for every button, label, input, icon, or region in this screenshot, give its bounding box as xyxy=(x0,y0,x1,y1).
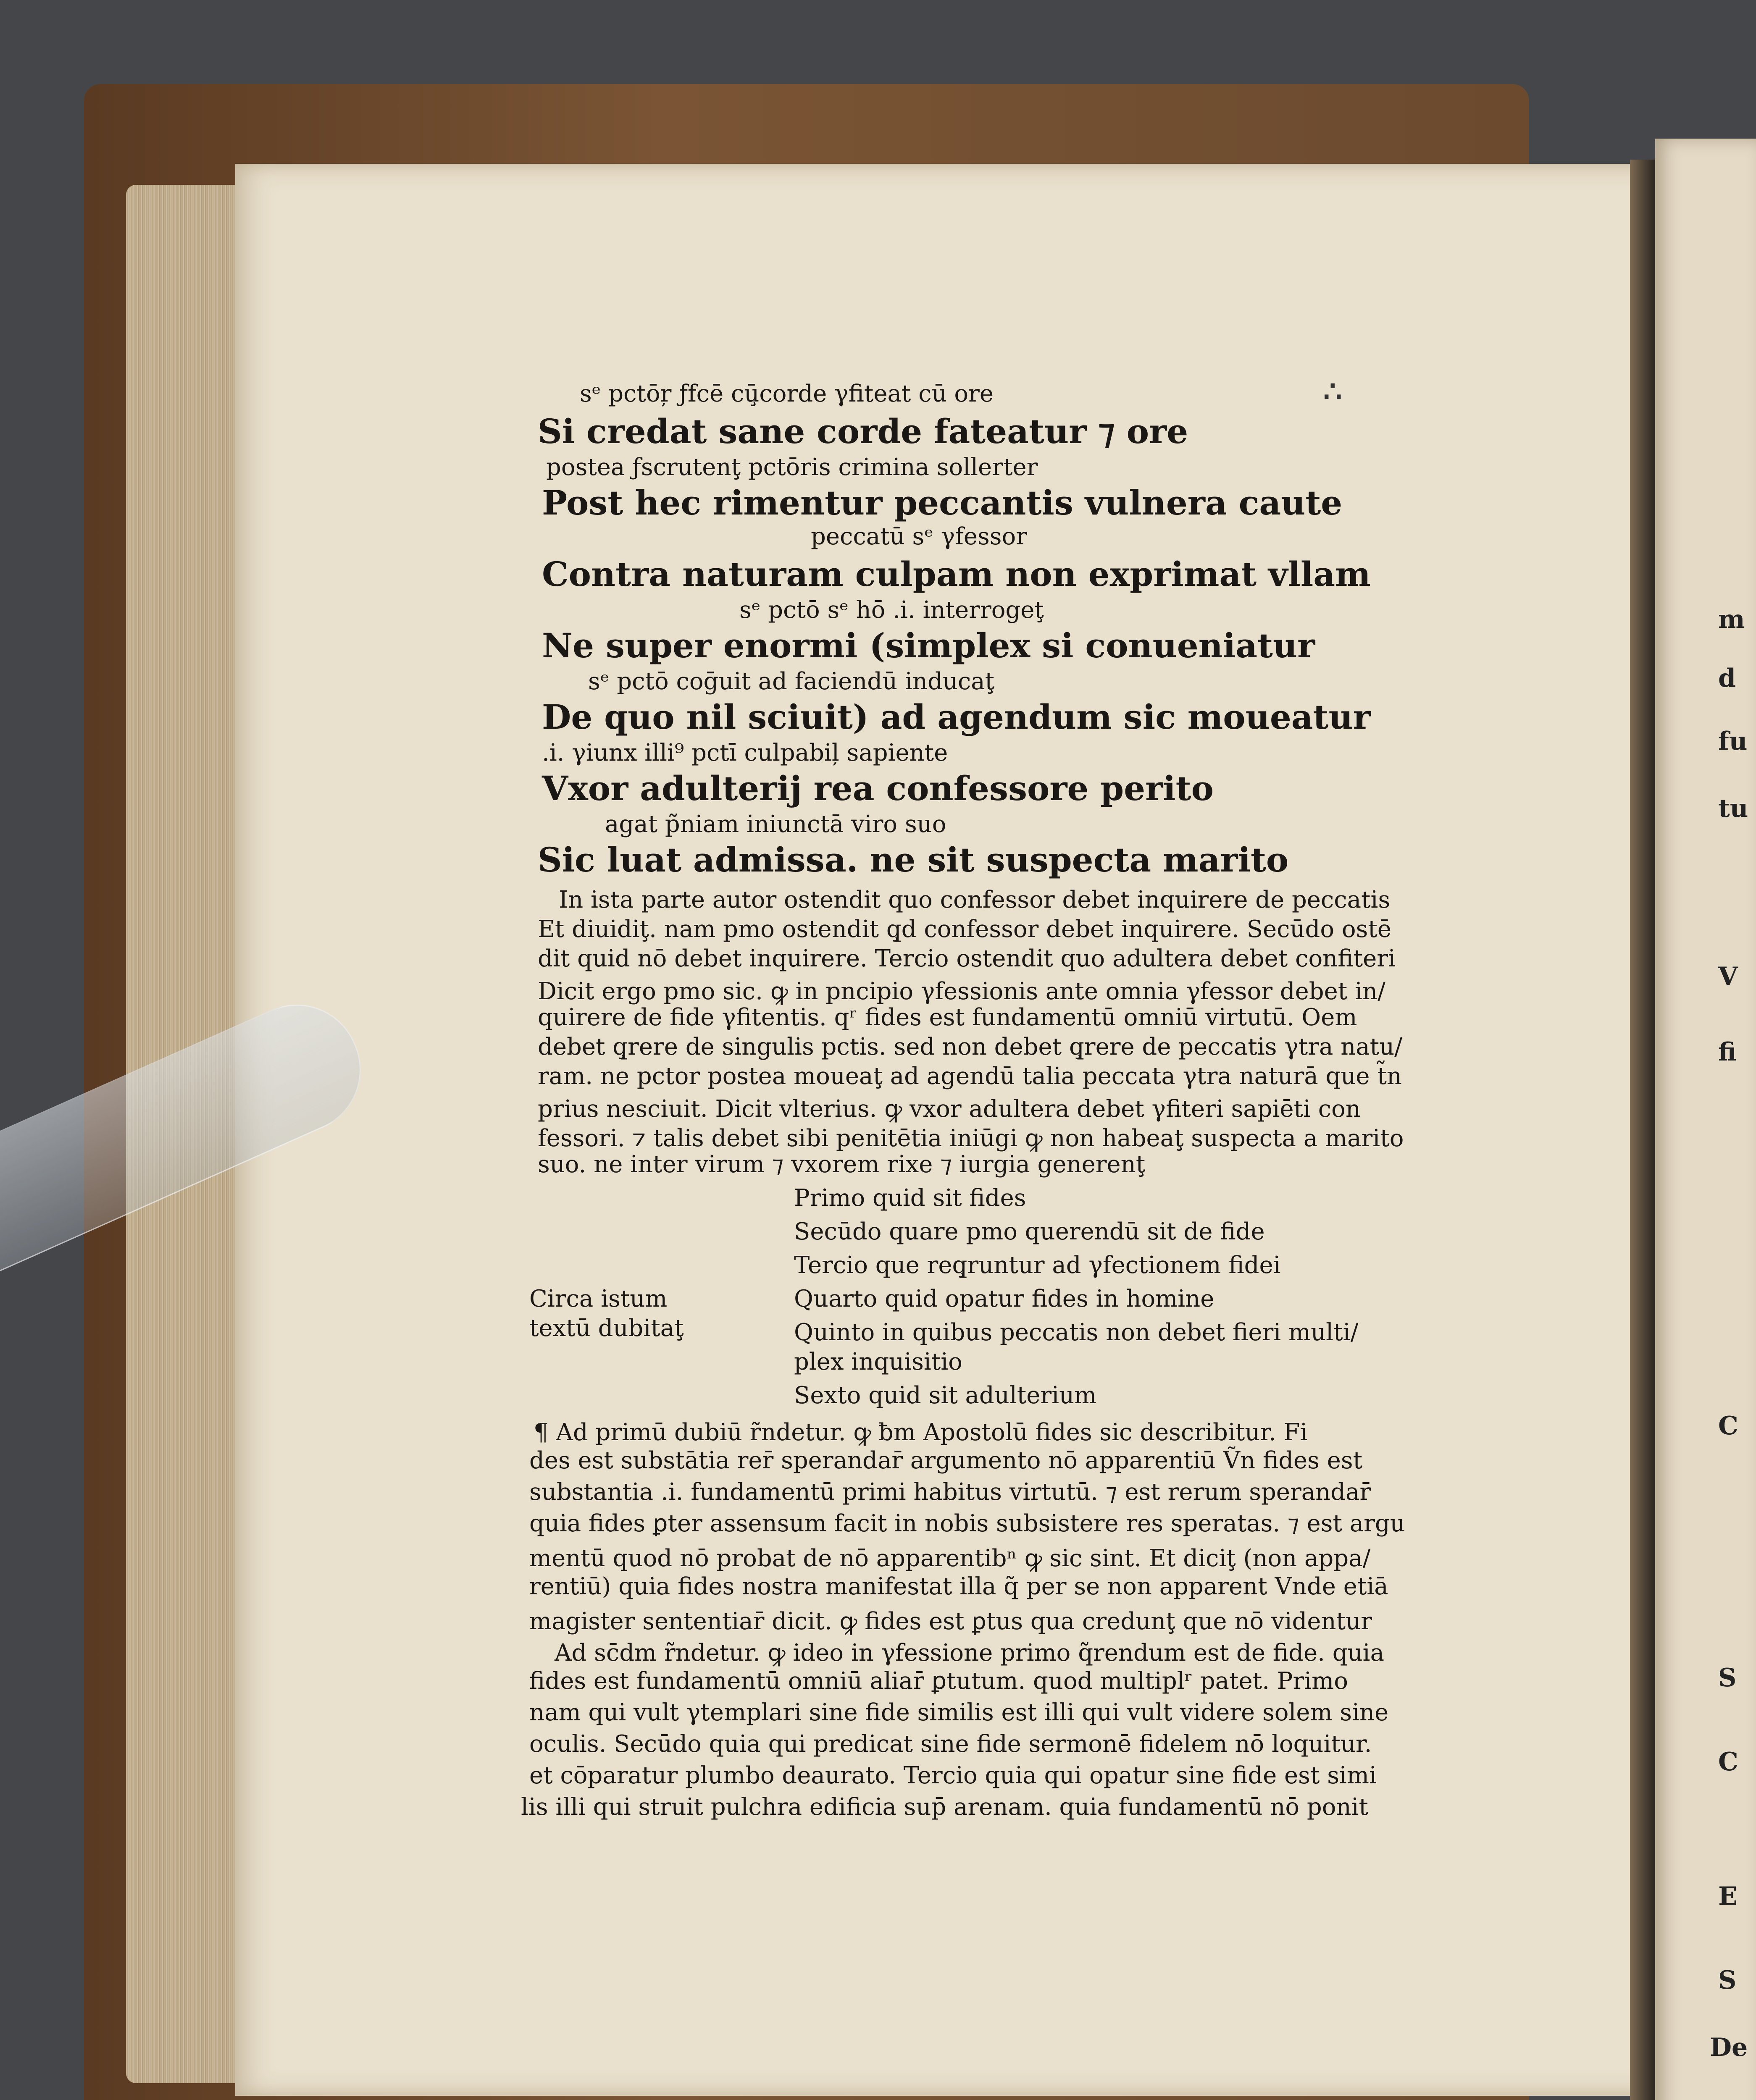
commentary-line: nam qui vult γtemplari sine fide similis est illi qui vult videre solem sine xyxy=(529,1699,1389,1726)
commentary-line: Ad sc̄dm r̃ndetur. ꝙ ideo in γfessione primo q̃rendum est de fide. quia xyxy=(555,1639,1384,1667)
question-item: Quinto in quibus peccatis non debet fieri multi/ xyxy=(794,1319,1359,1346)
commentary-line: quia fides ꝑter assensum facit in nobis subsistere res speratas. ⁊ est argu xyxy=(529,1510,1405,1537)
commentary-line: quirere de fide γfitentis. qʳ fides est fundamentū omniū virtutū. Oem xyxy=(538,1004,1357,1031)
interlinear-gloss: sᵉ pctōŗ ƒfcē cū̧corde γfiteat cū ore xyxy=(580,380,994,407)
commentary-line: suo. ne inter virum ⁊ vxorem rixe ⁊ iurgia generenţ xyxy=(538,1151,1146,1178)
interlinear-gloss: agat p̃niam iniunctā viro suo xyxy=(605,811,946,838)
questions-margin-label: Circa istum xyxy=(529,1285,668,1312)
commentary-line: dit quid nō debet inquirere. Tercio ostendit quo adultera debet confiteri xyxy=(538,945,1396,972)
interlinear-gloss: sᵉ pctō coḡuit ad faciendū inducaţ xyxy=(588,668,995,695)
question-item: Secūdo quare pmo querendū sit de fide xyxy=(794,1218,1265,1245)
facing-page-fragment: d xyxy=(1718,664,1736,693)
commentary-line: des est substātia rer̄ sperandar̄ argumento nō apparentiū Ṽn fides est xyxy=(529,1447,1363,1474)
facing-page-fragment: tu xyxy=(1718,794,1748,823)
facing-page-fragment: m xyxy=(1718,605,1745,634)
question-item: Quarto quid opatur fides in homine xyxy=(794,1285,1214,1312)
book-gutter xyxy=(1630,160,1655,2100)
commentary-line: substantia .i. fundamentū primi habitus virtutū. ⁊ est rerum sperandar̄ xyxy=(529,1478,1371,1506)
verse-line: Si credat sane corde fateatur ⁊ ore xyxy=(538,412,1188,451)
question-item: plex inquisitio xyxy=(794,1348,962,1376)
facing-page-fragment: S xyxy=(1718,1966,1737,1995)
facing-page-fragment: C xyxy=(1718,1747,1738,1777)
interlinear-gloss: peccatū sᵉ γfessor xyxy=(811,523,1027,550)
question-item: Sexto quid sit adulterium xyxy=(794,1382,1097,1409)
commentary-line: ¶ Ad primū dubiū r̃ndetur. ꝙ ƀm Apostolū fides sic describitur. Fi xyxy=(534,1419,1308,1446)
facing-page xyxy=(1655,139,1756,2100)
commentary-line: mentū quod nō probat de nō apparentibⁿ ꝙ sic sint. Et diciţ (non appa/ xyxy=(529,1545,1371,1572)
interlinear-gloss: sᵉ pctō sᵉ hō .i. interrogeţ xyxy=(739,596,1044,624)
facing-page-fragment: V xyxy=(1718,962,1738,991)
facing-page-fragment: De xyxy=(1710,2033,1748,2062)
commentary-line: Dicit ergo pmo sic. ꝙ in pncipio γfessionis ante omnia γfessor debet in/ xyxy=(538,978,1385,1005)
facing-page-fragment: S xyxy=(1718,1663,1737,1693)
question-item: Primo quid sit fides xyxy=(794,1184,1026,1212)
facing-page-fragment: fi xyxy=(1718,1037,1737,1067)
commentary-line: rentiū) quia fides nostra manifestat illa q̃ per se non apparent Vnde etiā xyxy=(529,1573,1388,1600)
commentary-line: ram. ne pctor postea moueaţ ad agendū talia peccata γtra naturā que t̃n xyxy=(538,1063,1402,1090)
interlinear-gloss: .i. γiunx illi⁹ pctī culpabiļ sapiente xyxy=(542,739,948,766)
commentary-line: fessori. ⁊ talis debet sibi penitētia iniūgi ꝙ non habeaţ suspecta a marito xyxy=(538,1125,1404,1152)
verse-line: De quo nil sciuit) ad agendum sic moueatur xyxy=(542,697,1371,737)
verse-line: Contra naturam culpam non exprimat vllam xyxy=(542,554,1371,594)
commentary-line: lis illi qui struit pulchra edificia sup̄ arenam. quia fundamentū nō ponit xyxy=(521,1793,1368,1821)
commentary-line: et cōparatur plumbo deaurato. Tercio quia qui opatur sine fide est simi xyxy=(529,1762,1377,1789)
facing-page-fragment: E xyxy=(1718,1882,1738,1911)
question-item: Tercio que req̧runtur ad γfectionem fidei xyxy=(794,1252,1281,1279)
interlinear-gloss: postea ƒscrutenţ pctōris crimina sollerter xyxy=(546,454,1038,481)
verse-line: Post hec rimentur peccantis vulnera caute xyxy=(542,483,1343,522)
commentary-line: magister sententiar̄ dicit. ꝙ fides est ꝑtus qua credunţ que nō videntur xyxy=(529,1608,1372,1635)
commentary-line: debet q̧rere de singulis pctis. sed non debet q̧rere de peccatis γtra natu/ xyxy=(538,1033,1403,1060)
questions-margin-label: textū dubitaţ xyxy=(529,1315,684,1342)
commentary-line: Et diuidiţ. nam pmo ostendit q̧d confessor debet inquirere. Secūdo ostē xyxy=(538,916,1391,943)
facing-page-fragment: fu xyxy=(1718,727,1748,756)
commentary-line: oculis. Secūdo quia qui predicat sine fide sermonē fidelem nō loquitur. xyxy=(529,1730,1372,1758)
commentary-line: prius nesciuit. Dicit vlterius. ꝙ vxor adultera debet γfiteri sapiēti con xyxy=(538,1095,1361,1123)
marginal-mark: ∴ xyxy=(1323,374,1342,409)
facing-page-fragment: C xyxy=(1718,1411,1738,1441)
verse-line: Ne super enormi (simplex si conueniatur xyxy=(542,626,1315,665)
commentary-line: fides est fundamentū omniū aliar̄ ꝑtutum. quod multiplʳ patet. Primo xyxy=(529,1667,1348,1695)
verse-line: Vxor adulterij rea confessore perito xyxy=(542,769,1214,808)
verse-line: Sic luat admissa. ne sit suspecta marito xyxy=(538,840,1289,879)
commentary-line: In ista parte autor ostendit quo confessor debet inquirere de peccatis xyxy=(559,886,1391,914)
